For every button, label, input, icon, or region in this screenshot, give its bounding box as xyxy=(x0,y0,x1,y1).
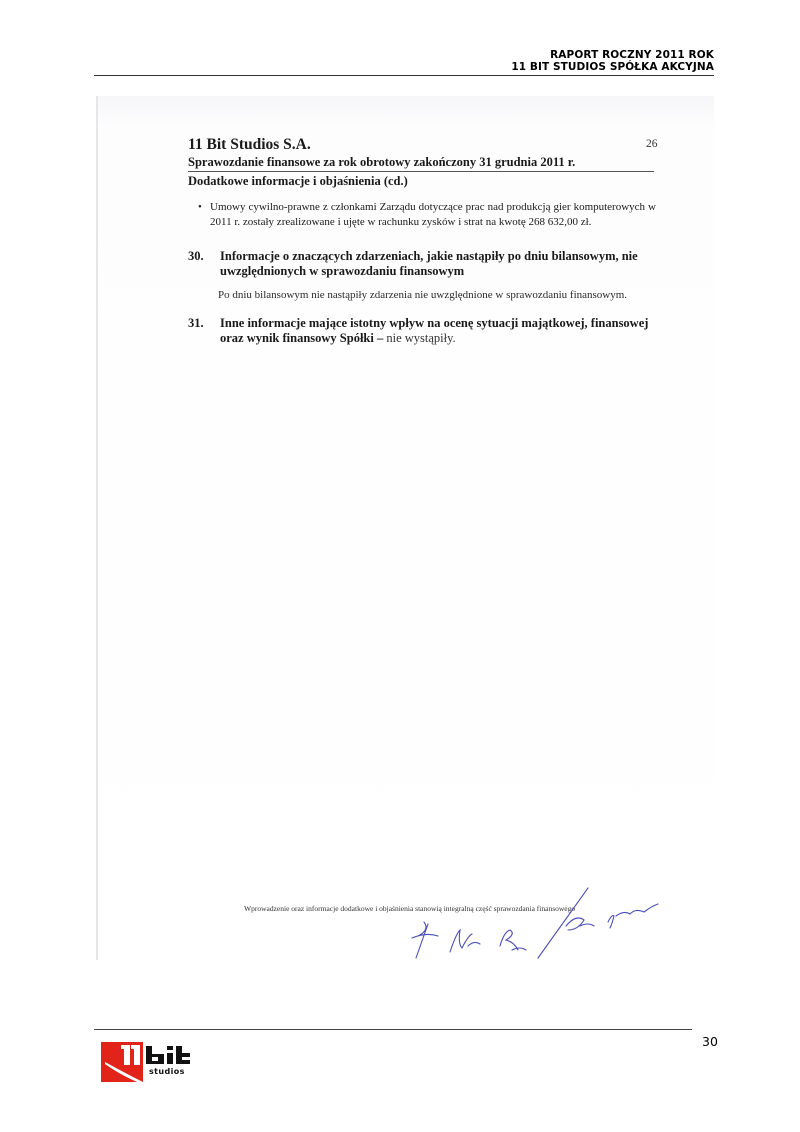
footer-divider xyxy=(94,1029,692,1030)
report-header xyxy=(511,49,714,73)
scan-company: 11 Bit Studios S.A. xyxy=(188,136,311,153)
section-31-number: 31. xyxy=(188,316,204,330)
footer-page-number: 30 xyxy=(702,1034,718,1049)
scan-page-number: 26 xyxy=(646,138,658,150)
signatures-icon xyxy=(398,886,698,966)
section-30-number: 30. xyxy=(188,249,204,263)
bullet-item xyxy=(198,200,656,229)
report-title: RAPORT ROCZNY 2011 ROK xyxy=(550,49,714,61)
section-30-title: Informacje o znaczących zdarzeniach, jakie nastąpiły po dniu bilansowym, nie uwzględnionych w sprawozdaniu finansowym xyxy=(220,249,638,278)
section-31-title xyxy=(220,316,660,346)
logo-studios-text: studios xyxy=(149,1067,185,1076)
scanned-page xyxy=(96,96,714,960)
section-31-title-text: Inne informacje mające istotny wpływ na ocenę sytuacji majątkowej, finansowej oraz wynik finansowy Spółki – xyxy=(220,316,649,345)
bullet-text: Umowy cywilno-prawne z członkami Zarządu dotyczące prac nad produkcją gier komputerowych w 2011 r. zostały zrealizowane i ujęte w rachunku zysków i strat na kwotę 268 632,00 zł. xyxy=(210,201,656,228)
bullet-icon: • xyxy=(198,201,202,213)
section-31-suffix: nie wystąpiły. xyxy=(383,331,456,345)
scan-footnote: Wprowadzenie oraz informacje dodatkowe i objaśnienia stanowią integralną część sprawozdania finansowego xyxy=(244,904,576,913)
header-divider xyxy=(94,75,714,76)
scan-subtitle: Sprawozdanie finansowe za rok obrotowy zakończony 31 grudnia 2011 r. xyxy=(188,155,654,172)
11bit-studios-logo-icon xyxy=(101,1042,221,1082)
company-name: 11 BIT STUDIOS SPÓŁKA AKCYJNA xyxy=(511,61,714,73)
scan-section-heading: Dodatkowe informacje i objaśnienia (cd.) xyxy=(188,174,408,188)
section-30-body: Po dniu bilansowym nie nastąpiły zdarzenia nie uwzględnione w sprawozdaniu finansowym. xyxy=(218,289,628,301)
